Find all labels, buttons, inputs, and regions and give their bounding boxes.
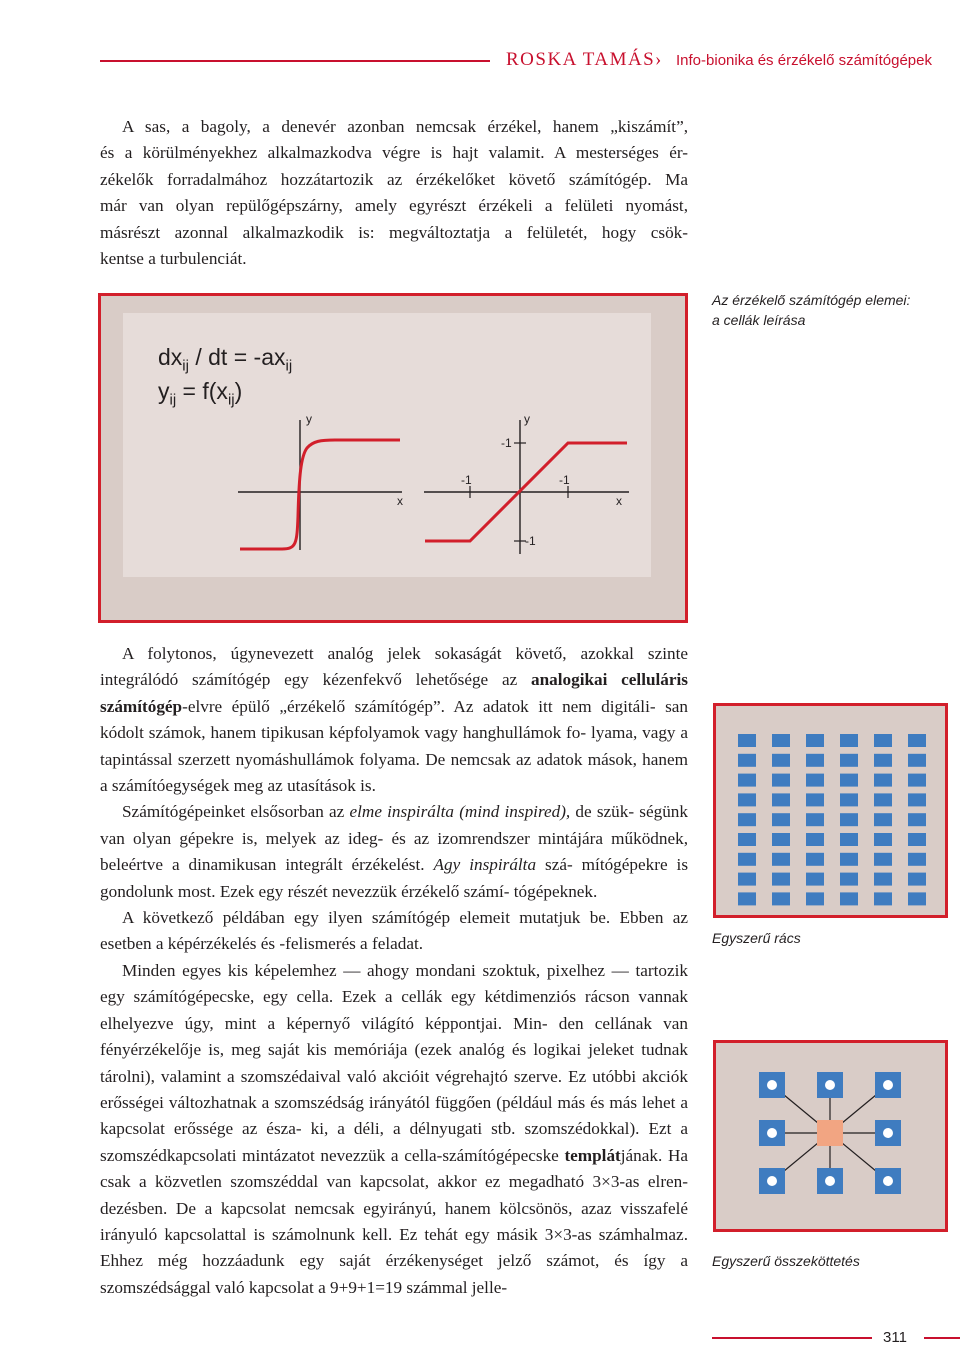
center-cell (817, 1120, 843, 1146)
grid-cell (840, 873, 858, 886)
activation-plots (101, 296, 685, 620)
grid-cell (840, 774, 858, 787)
grid-cell (738, 853, 756, 866)
state-equation: $dx_{ij}$ / dt = $-ax_{ij}$ (158, 344, 293, 375)
tick-label-neg-y: -1 (525, 534, 536, 548)
paragraph-cells: Minden egyes kis képelemhez — ahogy mondani szoktuk, pixelhez — tartozik egy számítógépecske, egy cella. Ezek a cellák egy kétdimenziós rácson vannak elhelyezve úgy, mint a képernyő világító képpontjai. Min- den cellának van fényérzékelője is, meg saját kis memóriája (ezek analóg és logikai jeleket tudnak tárolni), valamint a szomszédaival való akcióit végrehajtó szerve. Ez utóbbi akciók erősségei változhatnak a szomszédság irányától függően (például más és más lehet a kapcsolat erőssége az észa- ki, a déli, a délnyugati stb. szomszédokkal). Ezt a szomszédkapcsolati mintázatot nevezzük a cella-számítógépecske templátjának. Ha csak a közvetlen szomszéddal van kapcsolat, akkor ez megadható 3×3-as elren- dezésben. De a kapcsolat nemcsak egyirányú, hanem kölcsönös, azaz visszafelé irányuló kapcsolattal is számolnunk kell. Ez tehát egy másik 3×3-as számhalmaz. Ehhez még hozzáadunk egy saját érzékenységet jelző számot, és így a szomszédsággal való kapcsolat a 9+9+1=19 számmal jelle- (100, 960, 689, 1297)
grid-cell (806, 833, 824, 846)
intro-line: kentse a turbulenciát. (100, 249, 247, 269)
grid-cell (840, 853, 858, 866)
grid-cell (806, 813, 824, 826)
grid-cell (772, 793, 790, 806)
grid-cell (806, 892, 824, 905)
grid-cell (874, 833, 892, 846)
header-rule-left (100, 60, 490, 62)
grid-cell (874, 793, 892, 806)
figure2-caption: Egyszerű rács (712, 930, 801, 946)
grid-cell (908, 813, 926, 826)
grid-cell (874, 873, 892, 886)
intro-line: A sas, a bagoly, a denevér azonban nemcsak érzékel, hanem „kiszámít”, (122, 117, 688, 136)
tick-label-pos-x: -1 (559, 473, 570, 487)
neighbor-cell-dot (767, 1080, 777, 1090)
grid-cell (908, 833, 926, 846)
grid-cell (806, 793, 824, 806)
connection-diagram (716, 1043, 945, 1229)
footer-rule-right (924, 1337, 960, 1339)
tick-label-pos-y: -1 (501, 436, 512, 450)
grid-cell (806, 734, 824, 747)
grid-cell (874, 774, 892, 787)
grid-cell (874, 892, 892, 905)
grid-cell (908, 774, 926, 787)
header-separator: › (655, 49, 662, 70)
body-text (100, 641, 688, 1301)
grid-cell (738, 774, 756, 787)
grid-cell (908, 754, 926, 767)
header-author: ROSKA TAMÁS (506, 49, 656, 70)
grid-cell (738, 734, 756, 747)
neighbor-cell-dot (825, 1176, 835, 1186)
figure3-caption: Egyszerű összeköttetés (712, 1253, 860, 1269)
piecewise-y-label: y (524, 412, 530, 426)
grid-cell (738, 754, 756, 767)
sigmoid-plot (238, 412, 403, 550)
figure1-caption (712, 290, 910, 330)
grid-cell (840, 793, 858, 806)
figure1-caption-line: a cellák leírása (712, 312, 806, 328)
grid-cell (806, 853, 824, 866)
sigmoid-y-label: y (306, 412, 312, 426)
grid-cell (806, 754, 824, 767)
grid-cell (874, 754, 892, 767)
grid-cell (772, 774, 790, 787)
footer-rule-left (712, 1337, 872, 1339)
header-book-title: Info-bionika és érzékelő számítógépek (676, 52, 932, 69)
grid-cell (772, 813, 790, 826)
paragraph-analog: A folytonos, úgynevezett analóg jelek sokaságát követő, azokkal szinte integrálódó számítógép egy kézenfekvő lehetősége az analogikai celluláris számítógép-elvre épülő „érzékelő számítógép”. Az adatok itt nem digitáli- san kódolt számok, hanem tipikusan képfolyamok vagy hanghullámok fo- lyama, vagy a tapintással szerzett nyomáshullámok folyama. De nemcsak az adatok mások, hanem a számítóegységek meg az utasítások is. (100, 644, 689, 796)
sigmoid-x-label: x (397, 494, 403, 508)
intro-line: zékelők forradalmához hozzátartozik az érzékelőket követő számítógép. Ma (100, 169, 688, 189)
grid-cell (738, 793, 756, 806)
page-number: 311 (883, 1329, 907, 1346)
grid-cell (772, 734, 790, 747)
piecewise-x-label: x (616, 494, 622, 508)
grid-cell (772, 853, 790, 866)
grid-cell (908, 793, 926, 806)
tick-label-neg-x: -1 (461, 473, 472, 487)
grid-cell (772, 892, 790, 905)
grid-cell (908, 853, 926, 866)
neighbor-cell-dot (883, 1128, 893, 1138)
intro-line: és a körülményekhez alkalmazkodva végre is hajt valamit. A mesterséges ér- (100, 143, 688, 163)
intro-line: másrészt azonnal alkalmazkodik is: megváltoztatja a felületét, hogy csök- (100, 222, 688, 242)
grid-cell (738, 833, 756, 846)
grid-cell (806, 774, 824, 787)
output-equation: $y_{ij} = f(x_{ij})$ (158, 378, 243, 409)
sigmoid-curve (240, 440, 400, 549)
grid-cell (772, 873, 790, 886)
figure1-caption-line: Az érzékelő számítógép elemei: (712, 292, 911, 308)
grid-cell (840, 833, 858, 846)
cell-grid (716, 706, 945, 915)
neighbor-cell-dot (767, 1176, 777, 1186)
grid-cell (840, 892, 858, 905)
simple-connection-figure (713, 1040, 948, 1232)
intro-paragraph (100, 114, 688, 272)
grid-cell (772, 833, 790, 846)
grid-cell (840, 813, 858, 826)
neighbor-cell-dot (767, 1128, 777, 1138)
simple-grid-figure (713, 703, 948, 918)
paragraph-inspired: Számítógépeinket elsősorban az elme inspirálta (mind inspired), de szük- ségünk van olyan gépekre is, melyek az ideg- és az izomrendszer mintájára működnek, beleértve a dinamikusan integrált érzékelést. Agy inspirálta szá- mítógépekre is gondolunk most. Ezek egy részét nevezzük érzékelő számí- tógépeknek. (100, 802, 689, 901)
intro-line: már van olyan repülőgépszárny, amely egyrészt érzékeli a felületi nyomást, (100, 196, 688, 216)
grid-cell (874, 734, 892, 747)
grid-cell (908, 873, 926, 886)
piecewise-plot (424, 412, 629, 554)
neighbor-cell-dot (883, 1080, 893, 1090)
grid-cell (874, 853, 892, 866)
grid-cell (840, 734, 858, 747)
grid-cell (874, 813, 892, 826)
grid-cell (772, 754, 790, 767)
grid-cell (908, 892, 926, 905)
grid-cell (738, 892, 756, 905)
neighbor-cell-dot (825, 1080, 835, 1090)
grid-cell (738, 813, 756, 826)
cell-description-figure (98, 293, 688, 623)
grid-cell (840, 754, 858, 767)
grid-cell (908, 734, 926, 747)
paragraph-example: A következő példában egy ilyen számítógép elemeit mutatjuk be. Ebben az esetben a képérzékelés és -felismerés a feladat. (100, 908, 689, 954)
grid-cell (738, 873, 756, 886)
neighbor-cell-dot (883, 1176, 893, 1186)
grid-cell (806, 873, 824, 886)
neighbor-cells (759, 1072, 901, 1194)
